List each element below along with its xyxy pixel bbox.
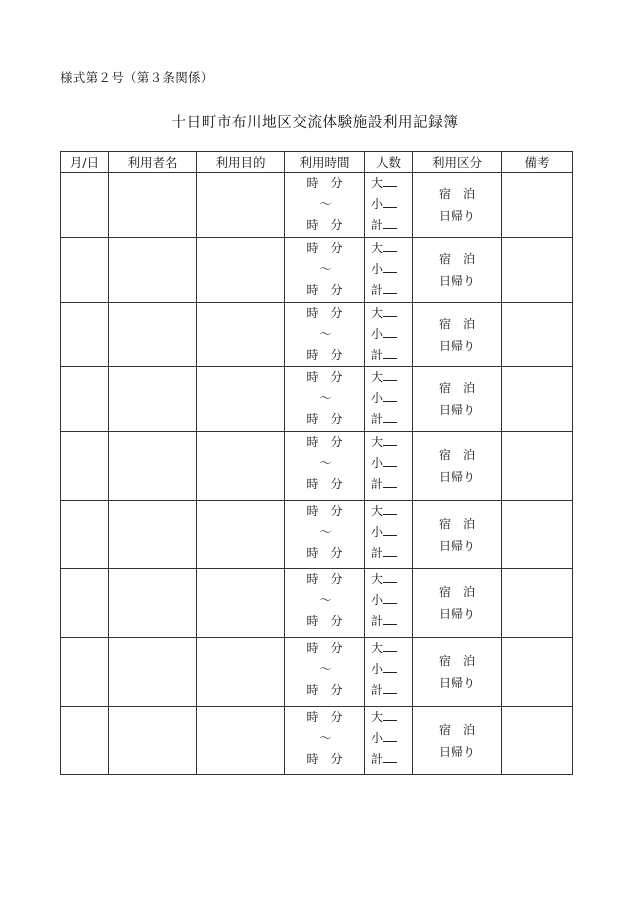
child-blank[interactable] [383,389,397,402]
category-cell[interactable] [413,173,502,238]
date-cell[interactable] [61,432,109,501]
total-count [371,215,412,236]
child-blank[interactable] [383,729,397,742]
child-label: 小 [371,262,384,276]
category-cell[interactable] [413,569,502,638]
remarks-cell[interactable] [502,638,573,707]
date-cell[interactable] [61,501,109,569]
people-cell[interactable] [365,501,413,569]
adult-blank[interactable] [383,239,397,252]
end-time-label: 時 分 [306,477,343,491]
adult-label: 大 [371,641,384,655]
child-count [371,659,412,680]
category-cell[interactable] [413,238,502,303]
people-cell[interactable] [365,569,413,638]
usage-time-cell[interactable] [285,173,365,238]
user-name-cell[interactable] [109,303,197,367]
remarks-cell[interactable] [502,432,573,501]
header-category: 利用区分 [413,152,502,173]
remarks-cell[interactable] [502,173,573,238]
user-name-cell[interactable] [109,638,197,707]
end-time-label: 時 分 [306,348,343,362]
day-trip-option[interactable]: 日帰り [438,538,475,553]
total-blank[interactable] [383,281,397,294]
user-name-cell[interactable] [109,707,197,775]
total-blank[interactable] [383,410,397,423]
purpose-cell[interactable] [197,303,285,367]
stay-option[interactable]: 宿 泊 [438,316,475,331]
header-remarks: 備考 [502,152,573,173]
usage-time-cell[interactable] [285,707,365,775]
child-count [371,324,412,345]
adult-count [371,569,412,590]
start-time-label: 時 分 [306,572,343,586]
total-blank[interactable] [383,544,397,557]
start-time-label: 時 分 [306,241,343,255]
adult-blank[interactable] [383,502,397,515]
adult-count [371,707,412,728]
tilde-mark: ～ [319,731,332,745]
purpose-cell[interactable] [197,707,285,775]
child-blank[interactable] [383,195,397,208]
child-label: 小 [371,525,384,539]
day-trip-option[interactable]: 日帰り [438,403,475,417]
adult-count [371,638,412,659]
remarks-cell[interactable] [502,367,573,432]
total-label: 計 [371,412,384,426]
total-label: 計 [371,283,384,297]
purpose-cell[interactable] [197,638,285,707]
header-date: 月/日 [61,152,109,173]
total-blank[interactable] [383,475,397,488]
start-time-label: 時 分 [306,504,343,518]
table-row [61,501,573,569]
adult-blank[interactable] [383,570,397,583]
date-cell[interactable] [61,707,109,775]
people-cell[interactable] [365,638,413,707]
day-trip-option[interactable]: 日帰り [438,607,475,621]
adult-label: 大 [371,504,384,518]
header-people: 人数 [365,152,413,173]
user-name-cell[interactable] [109,238,197,303]
people-cell[interactable] [365,367,413,432]
header-row [61,152,573,173]
end-time-label: 時 分 [306,283,343,297]
start-time-label: 時 分 [306,370,343,384]
category-cell[interactable] [413,432,502,501]
end-time-label: 時 分 [306,218,343,232]
stay-option[interactable]: 宿 泊 [438,722,475,737]
people-cell[interactable] [365,432,413,501]
people-cell[interactable] [365,173,413,238]
tilde-mark: ～ [319,197,332,211]
stay-option[interactable]: 宿 泊 [438,585,475,599]
adult-count [371,238,412,259]
end-time-label: 時 分 [306,614,343,628]
date-cell[interactable] [61,238,109,303]
total-label: 計 [371,546,384,560]
child-label: 小 [371,662,384,676]
remarks-cell[interactable] [502,501,573,569]
adult-count [371,367,412,388]
total-label: 計 [371,683,384,697]
stay-option[interactable]: 宿 泊 [438,654,475,668]
start-time-label: 時 分 [306,176,343,190]
purpose-cell[interactable] [197,501,285,569]
total-label: 計 [371,348,384,362]
category-cell[interactable] [413,303,502,367]
remarks-cell[interactable] [502,238,573,303]
table-row [61,432,573,501]
purpose-cell[interactable] [197,367,285,432]
total-count [371,345,412,366]
total-blank[interactable] [383,216,397,229]
user-name-cell[interactable] [109,173,197,238]
start-time-label: 時 分 [306,435,343,449]
adult-label: 大 [371,241,384,255]
end-time-label: 時 分 [306,412,343,426]
adult-label: 大 [371,176,384,190]
remarks-cell[interactable] [502,707,573,775]
total-count [371,409,412,430]
start-time-label: 時 分 [306,641,343,655]
child-label: 小 [371,593,384,607]
tilde-mark: ～ [319,662,332,676]
total-label: 計 [371,614,384,628]
user-name-cell[interactable] [109,432,197,501]
total-label: 計 [371,752,384,766]
child-count [371,590,412,611]
child-blank[interactable] [383,454,397,467]
total-label: 計 [371,218,384,232]
adult-blank[interactable] [383,368,397,381]
user-name-cell[interactable] [109,569,197,638]
category-cell[interactable] [413,501,502,569]
adult-blank[interactable] [383,433,397,446]
adult-label: 大 [371,572,384,586]
child-label: 小 [371,456,384,470]
table-row [61,303,573,367]
adult-label: 大 [371,435,384,449]
header-user-name: 利用者名 [109,152,197,173]
usage-time-cell[interactable] [285,238,365,303]
header-purpose: 利用目的 [197,152,285,173]
adult-count [371,432,412,453]
child-blank[interactable] [383,523,397,536]
tilde-mark: ～ [319,262,332,276]
purpose-cell[interactable] [197,238,285,303]
category-cell[interactable] [413,707,502,775]
date-cell[interactable] [61,173,109,238]
user-name-cell[interactable] [109,367,197,432]
adult-blank[interactable] [383,174,397,187]
total-count [371,749,412,770]
day-trip-option[interactable]: 日帰り [438,744,475,759]
people-cell[interactable] [365,238,413,303]
usage-time-cell[interactable] [285,501,365,569]
adult-count [371,303,412,324]
child-blank[interactable] [383,325,397,338]
remarks-cell[interactable] [502,569,573,638]
total-count [371,543,412,564]
total-count [371,611,412,632]
header-usage-time: 利用時間 [285,152,365,173]
category-cell[interactable] [413,367,502,432]
date-cell[interactable] [61,367,109,432]
day-trip-option[interactable]: 日帰り [438,470,475,484]
adult-count [371,501,412,522]
table-row [61,707,573,775]
day-trip-option[interactable]: 日帰り [438,274,475,288]
stay-option[interactable]: 宿 泊 [438,252,475,266]
tilde-mark: ～ [319,391,332,405]
child-count [371,388,412,409]
user-name-cell[interactable] [109,501,197,569]
total-blank[interactable] [383,612,397,625]
child-blank[interactable] [383,260,397,273]
adult-blank[interactable] [383,639,397,652]
child-count [371,259,412,280]
child-blank[interactable] [383,660,397,673]
end-time-label: 時 分 [306,546,343,560]
tilde-mark: ～ [319,593,332,607]
end-time-label: 時 分 [306,683,343,697]
tilde-mark: ～ [319,456,332,470]
child-count [371,522,412,543]
stay-option[interactable]: 宿 泊 [438,381,475,395]
stay-option[interactable]: 宿 泊 [438,448,475,462]
child-label: 小 [371,327,384,341]
people-cell[interactable] [365,303,413,367]
table-row [61,173,573,238]
total-blank[interactable] [383,681,397,694]
table-row [61,367,573,432]
tilde-mark: ～ [319,525,332,539]
category-cell[interactable] [413,638,502,707]
day-trip-option[interactable]: 日帰り [438,676,475,690]
child-count [371,728,412,749]
adult-label: 大 [371,710,384,724]
usage-time-cell[interactable] [285,303,365,367]
total-blank[interactable] [383,346,397,359]
child-count [371,453,412,474]
end-time-label: 時 分 [306,752,343,766]
usage-time-cell[interactable] [285,432,365,501]
adult-label: 大 [371,306,384,320]
adult-blank[interactable] [383,304,397,317]
purpose-cell[interactable] [197,569,285,638]
purpose-cell[interactable] [197,432,285,501]
start-time-label: 時 分 [306,306,343,320]
adult-blank[interactable] [383,708,397,721]
people-cell[interactable] [365,707,413,775]
day-trip-option[interactable]: 日帰り [438,338,475,353]
adult-label: 大 [371,370,384,384]
document-title: 十日町市布川地区交流体験施設利用記録簿 [171,115,459,131]
child-label: 小 [371,391,384,405]
tilde-mark: ～ [319,327,332,341]
date-cell[interactable] [61,303,109,367]
total-blank[interactable] [383,750,397,763]
table-row [61,238,573,303]
usage-log-table [60,151,573,775]
start-time-label: 時 分 [306,710,343,724]
purpose-cell[interactable] [197,173,285,238]
stay-option[interactable]: 宿 泊 [438,187,475,201]
child-label: 小 [371,731,384,745]
stay-option[interactable]: 宿 泊 [438,516,475,531]
child-blank[interactable] [383,591,397,604]
day-trip-option[interactable]: 日帰り [438,209,475,223]
total-count [371,474,412,495]
table-row [61,638,573,707]
total-label: 計 [371,477,384,491]
total-count [371,680,412,701]
total-count [371,280,412,301]
adult-count [371,173,412,194]
usage-time-cell[interactable] [285,569,365,638]
remarks-cell[interactable] [502,303,573,367]
date-cell[interactable] [61,569,109,638]
child-count [371,194,412,215]
usage-time-cell[interactable] [285,638,365,707]
table-row [61,569,573,638]
child-label: 小 [371,197,384,211]
date-cell[interactable] [61,638,109,707]
usage-time-cell[interactable] [285,367,365,432]
form-number: 様式第２号（第３条関係） [60,70,214,85]
